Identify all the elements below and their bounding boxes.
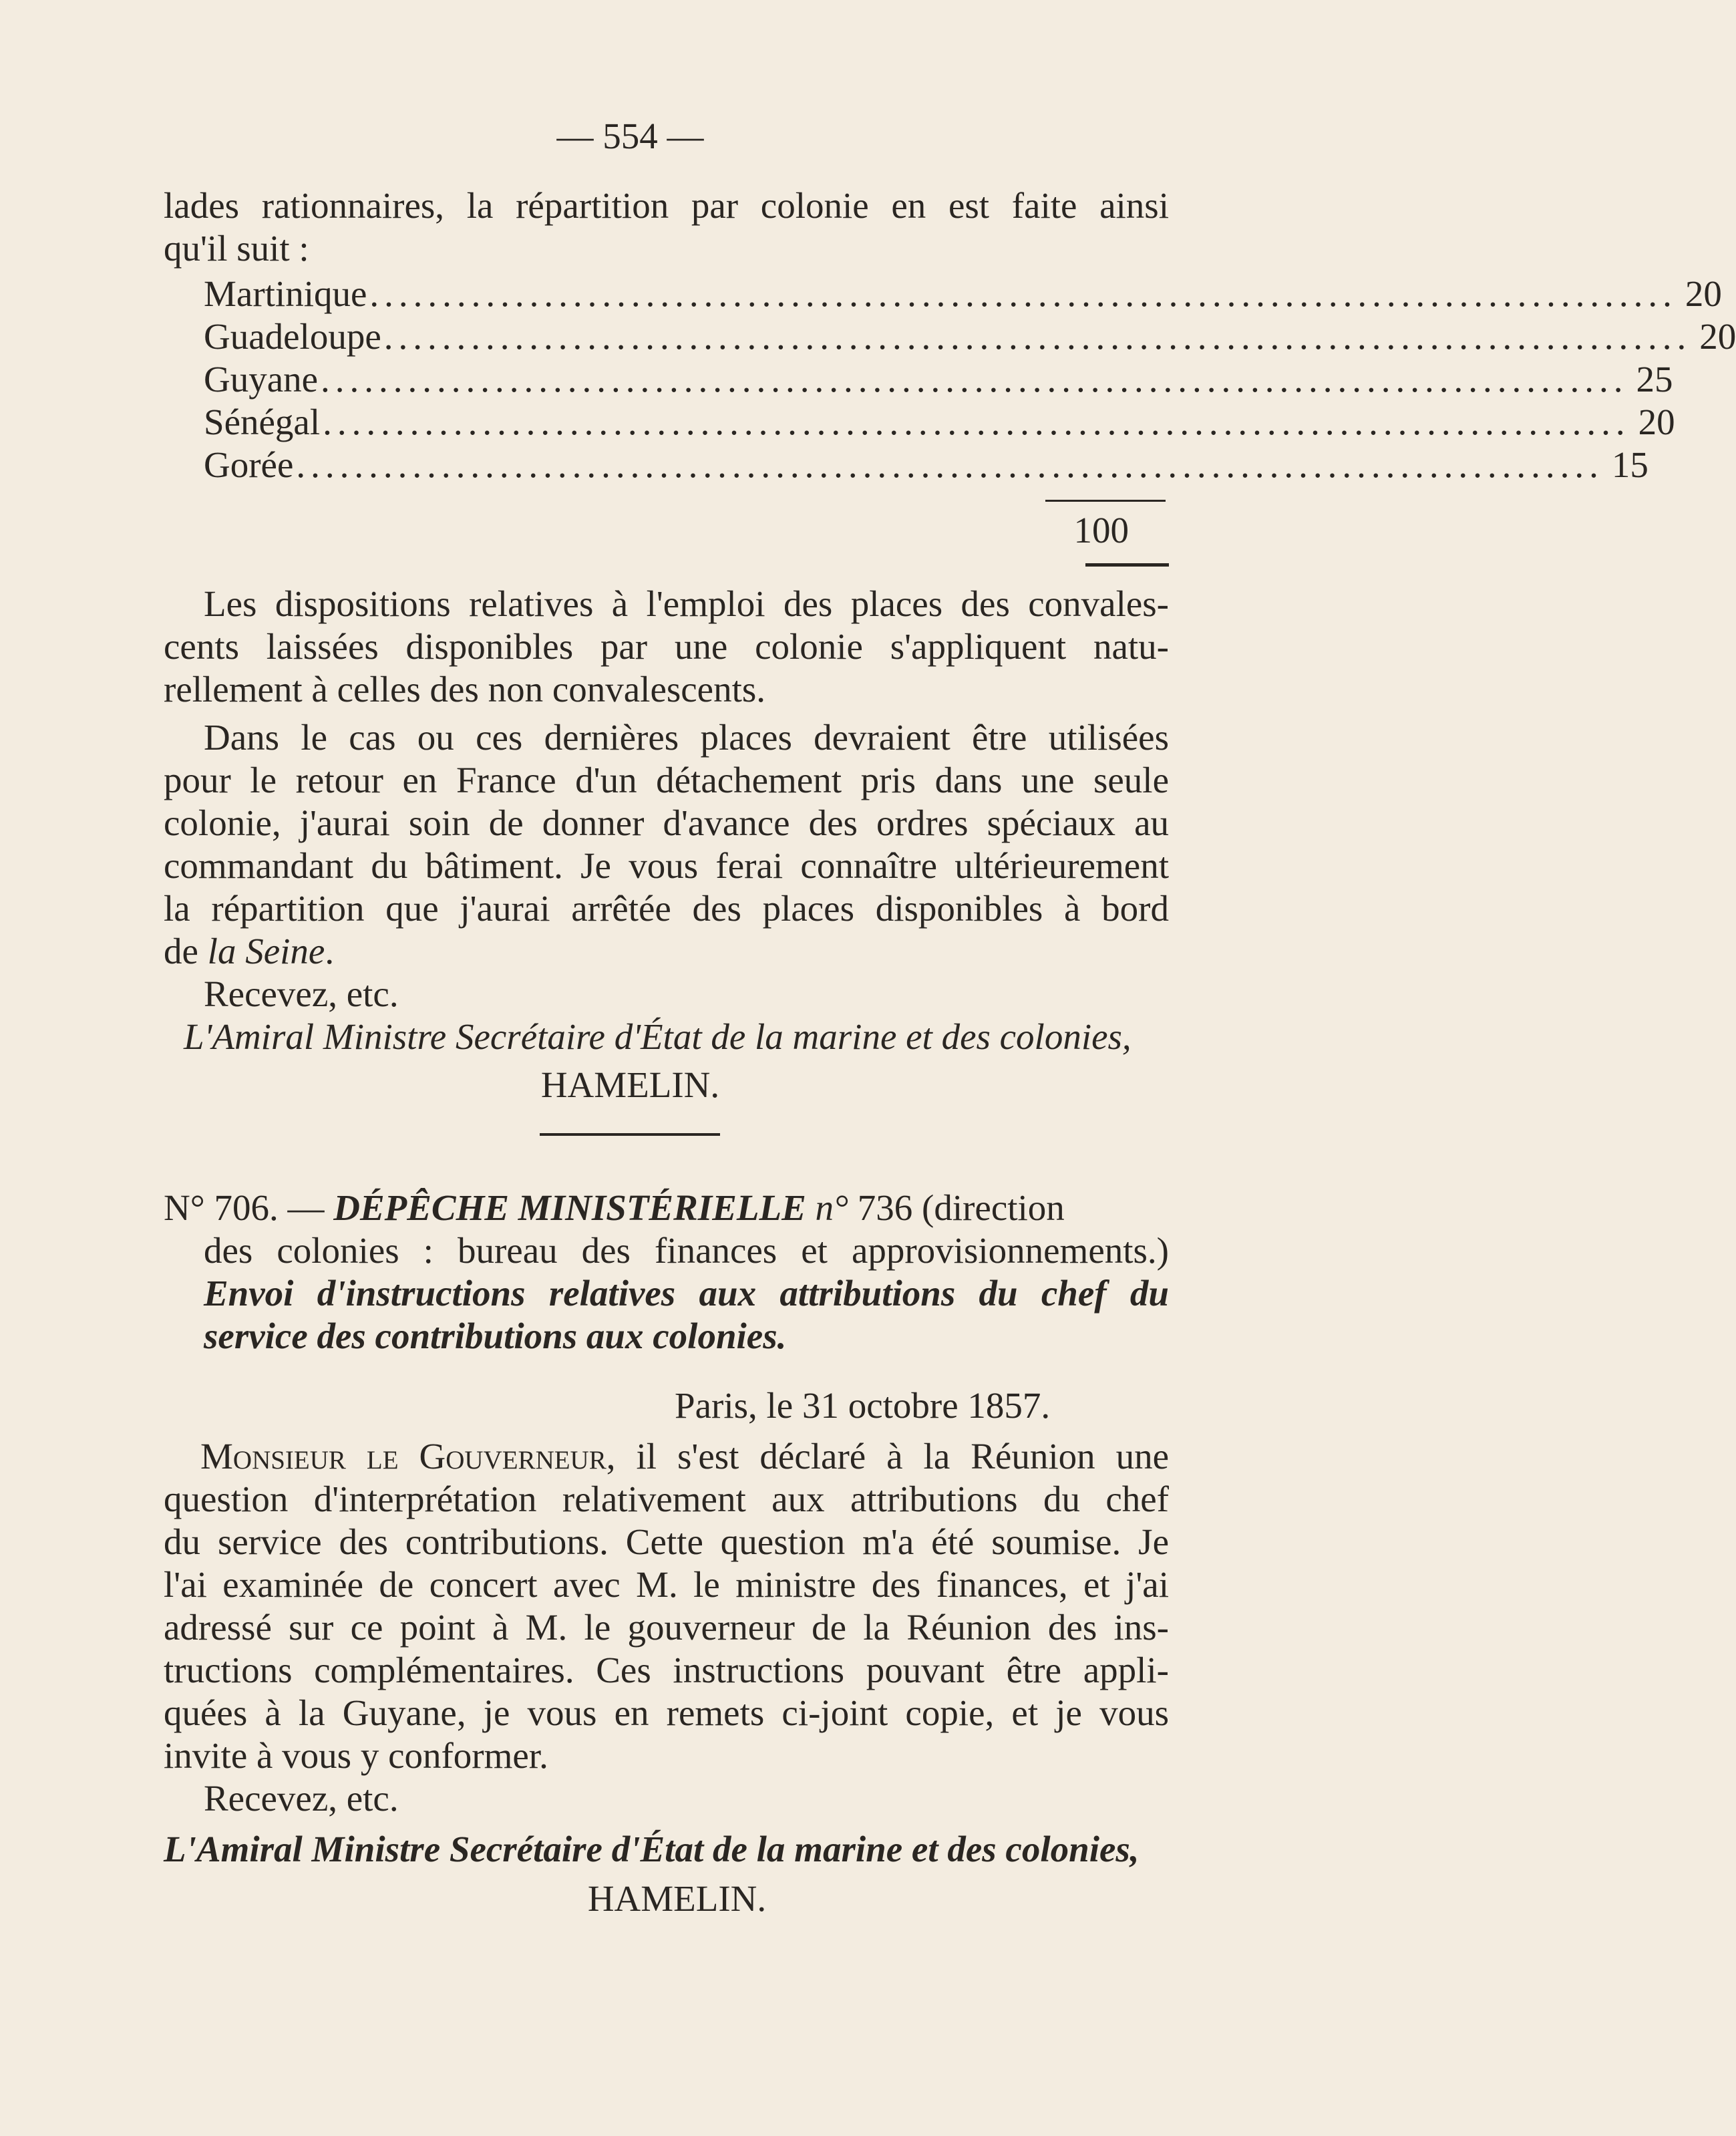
- signature-title-2: L'Amiral Ministre Secrétaire d'État de la marine et des colonies,: [164, 1829, 1140, 1869]
- section-divider: [540, 1133, 720, 1136]
- colony-name: Martinique: [204, 273, 367, 314]
- paragraph2-line-2: pour le retour en France d'un détachement pris dans une seule: [164, 760, 1169, 800]
- closing-1: Recevez, etc.: [204, 973, 399, 1014]
- paragraph2-line-6: [164, 930, 1169, 973]
- colony-name: Guadeloupe: [204, 316, 381, 357]
- letter-line-5: tructions complémentaires. Ces instructions pouvant être appli-: [164, 1650, 1169, 1690]
- page-number: — 554 —: [556, 116, 704, 156]
- letter-line-6: quées à la Guyane, je vous en remets ci-joint copie, et je vous: [164, 1692, 1169, 1733]
- paragraph1-line-1: Les dispositions relatives à l'emploi des places des convales-: [204, 583, 1169, 624]
- table-row: [204, 315, 1736, 358]
- closing-2: Recevez, etc.: [204, 1778, 399, 1819]
- dispatch-summary-2: service des contributions aux colonies.: [204, 1316, 787, 1356]
- dateline: Paris, le 31 octobre 1857.: [675, 1385, 1051, 1426]
- intro-line-1: lades rationnaires, la répartition par colonie en est faite ainsi: [164, 185, 1169, 226]
- paragraph1-line-3: rellement à celles des non convalescents.: [164, 669, 766, 710]
- total-row: [204, 509, 1129, 552]
- table-row: [204, 444, 1648, 486]
- total-value: 100: [1073, 510, 1129, 551]
- colony-value: 15: [1611, 444, 1648, 485]
- dot-leader: ..........................................................................................: [383, 316, 1692, 357]
- dot-leader: ..........................................................................................: [296, 444, 1604, 485]
- total-underline: [1085, 563, 1169, 567]
- letter-first-line-rest: , il s'est déclaré à la Réunion une: [606, 1436, 1169, 1477]
- letter-line-2: du service des contributions. Cette question m'a été soumise. Je: [164, 1521, 1169, 1562]
- dispatch-line-2: des colonies : bureau des finances et approvisionnements.): [204, 1230, 1169, 1271]
- sum-rule: [1045, 500, 1166, 502]
- dispatch-summary-1: Envoi d'instructions relatives aux attributions du chef du: [204, 1273, 1169, 1314]
- table-row: [204, 401, 1675, 444]
- colony-name: Guyane: [204, 359, 319, 400]
- text-prefix: de: [164, 931, 208, 971]
- paragraph2-line-5: la répartition que j'aurai arrêtée des places disponibles à bord: [164, 888, 1169, 929]
- colony-value: 20: [1699, 316, 1736, 357]
- paragraph2-line-1: Dans le cas ou ces dernières places devraient être utilisées: [204, 717, 1169, 758]
- letter-line-3: l'ai examinée de concert avec M. le ministre des finances, et j'ai: [164, 1564, 1169, 1605]
- paragraph2-line-3: colonie, j'aurai soin de donner d'avance des ordres spéciaux au: [164, 802, 1169, 843]
- dispatch-dash: —: [287, 1187, 325, 1228]
- letter-line-4: adressé sur ce point à M. le gouverneur de la Réunion des ins-: [164, 1607, 1169, 1648]
- colony-value: 20: [1638, 402, 1675, 442]
- intro-line-2: qu'il suit :: [164, 228, 309, 269]
- letter-first-line: [200, 1435, 1169, 1478]
- colony-name: Gorée: [204, 444, 294, 485]
- letter-line-1: question d'interprétation relativement aux attributions du chef: [164, 1479, 1169, 1519]
- dispatch-title: DÉPÊCHE MINISTÉRIELLE: [333, 1187, 806, 1228]
- ship-name: la Seine: [207, 931, 325, 971]
- colony-value: 25: [1636, 359, 1673, 400]
- text-suffix: .: [325, 931, 335, 971]
- dot-leader: ..........................................................................................: [321, 359, 1628, 400]
- dot-leader: ..........................................................................................: [323, 402, 1630, 442]
- paragraph2-line-4: commandant du bâtiment. Je vous ferai connaître ultérieurement: [164, 845, 1169, 886]
- table-row: [204, 358, 1673, 401]
- colony-value: 20: [1685, 273, 1722, 314]
- salutation: Monsieur le Gouverneur: [200, 1436, 606, 1477]
- table-row: [204, 273, 1722, 315]
- signature-name-2: HAMELIN.: [587, 1878, 767, 1919]
- letter-last-line: invite à vous y conformer.: [164, 1735, 548, 1776]
- paragraph1-line-2: cents laissées disponibles par une colonie s'appliquent natu-: [164, 626, 1169, 667]
- dispatch-n-label: n°: [815, 1187, 849, 1228]
- colony-name: Sénégal: [204, 402, 321, 442]
- dispatch-rest: 736 (direction: [857, 1187, 1065, 1228]
- signature-title-1: L'Amiral Ministre Secrétaire d'État de la marine et des colonies,: [184, 1016, 1132, 1057]
- signature-name-1: HAMELIN.: [540, 1064, 720, 1105]
- dispatch-heading: [164, 1187, 1169, 1229]
- dot-leader: ..........................................................................................: [369, 273, 1677, 314]
- dispatch-number: N° 706.: [164, 1187, 279, 1228]
